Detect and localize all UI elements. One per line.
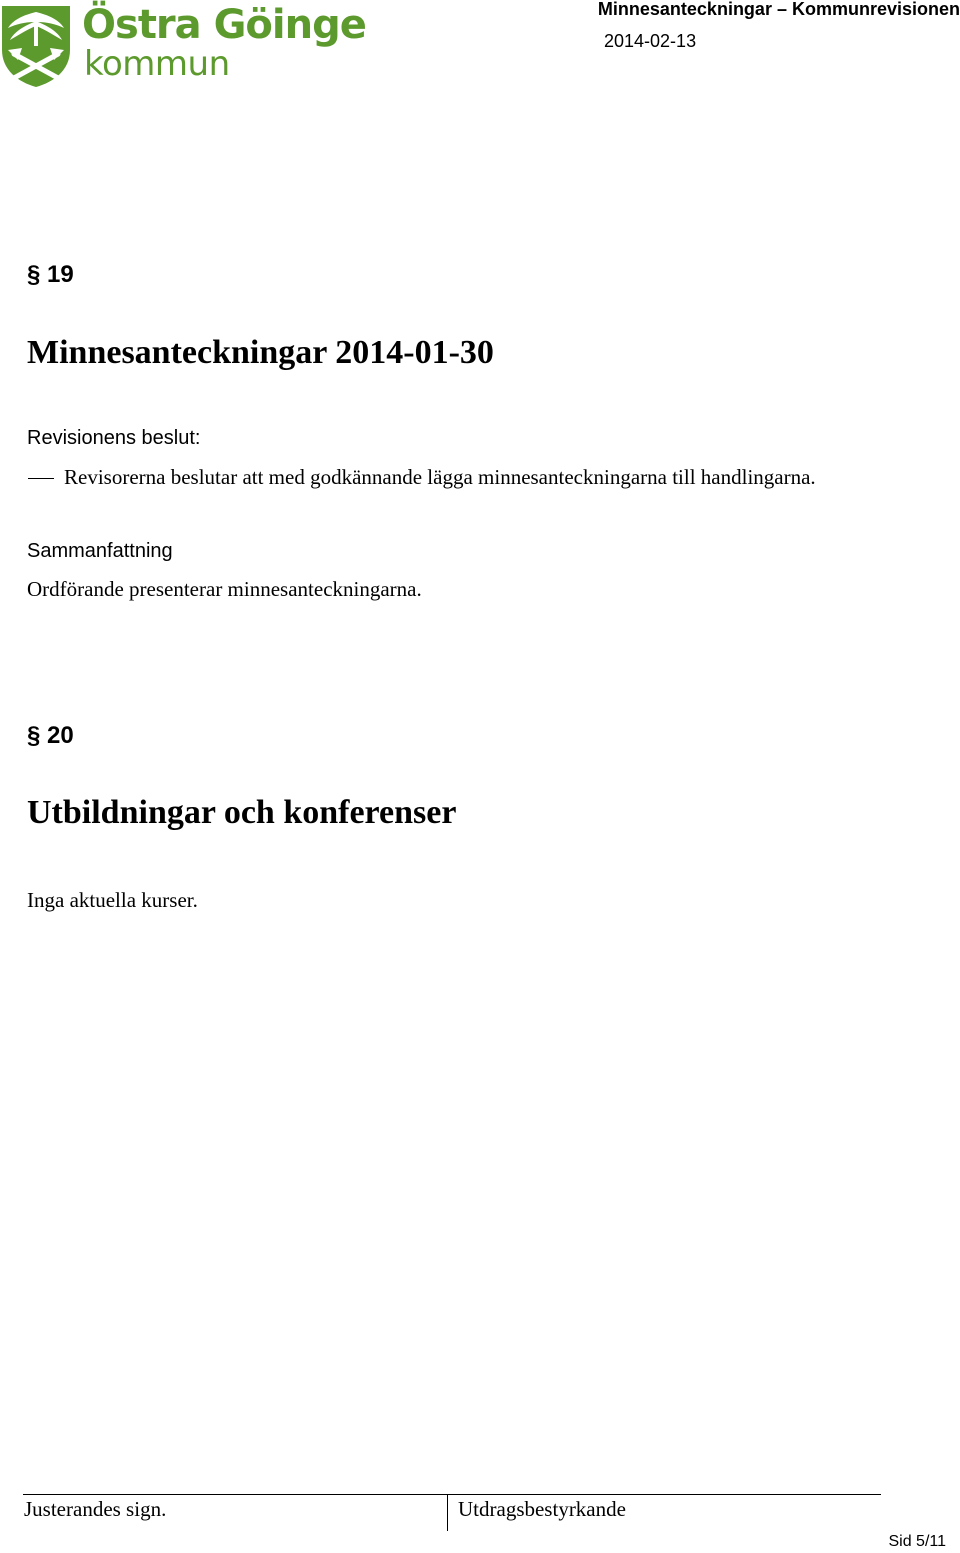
utdragsbestyrkande-label: Utdragsbestyrkande	[458, 1497, 626, 1521]
section-number: § 19	[27, 261, 74, 288]
document-date: 2014-02-13	[604, 31, 697, 51]
logo-name-line2: kommun	[84, 44, 230, 84]
document-title: Minnesanteckningar – Kommunrevisionen	[597, 0, 960, 19]
decision-label: Revisionens beslut:	[27, 427, 201, 449]
footer-divider	[23, 1494, 881, 1495]
municipality-logo	[0, 2, 366, 88]
section-title: Minnesanteckningar 2014-01-30	[27, 334, 494, 371]
decision-item: Revisorerna beslutar att med godkännande lägga minnesanteckningarna till handlingarna.	[64, 465, 816, 489]
list-dash-marker	[28, 478, 54, 479]
justerandes-sign-label: Justerandes sign.	[24, 1497, 167, 1521]
summary-text: Ordförande presenterar minnesanteckningarna.	[27, 577, 422, 601]
section-number: § 20	[27, 722, 74, 749]
logo-name-line1: Östra Göinge	[82, 2, 366, 48]
summary-label: Sammanfattning	[27, 540, 173, 562]
section-body-text: Inga aktuella kurser.	[27, 888, 198, 912]
page-number: Sid 5/11	[888, 1533, 946, 1550]
section-title: Utbildningar och konferenser	[27, 794, 457, 831]
footer-separator	[447, 1494, 448, 1531]
shield-emblem-icon	[0, 4, 72, 88]
